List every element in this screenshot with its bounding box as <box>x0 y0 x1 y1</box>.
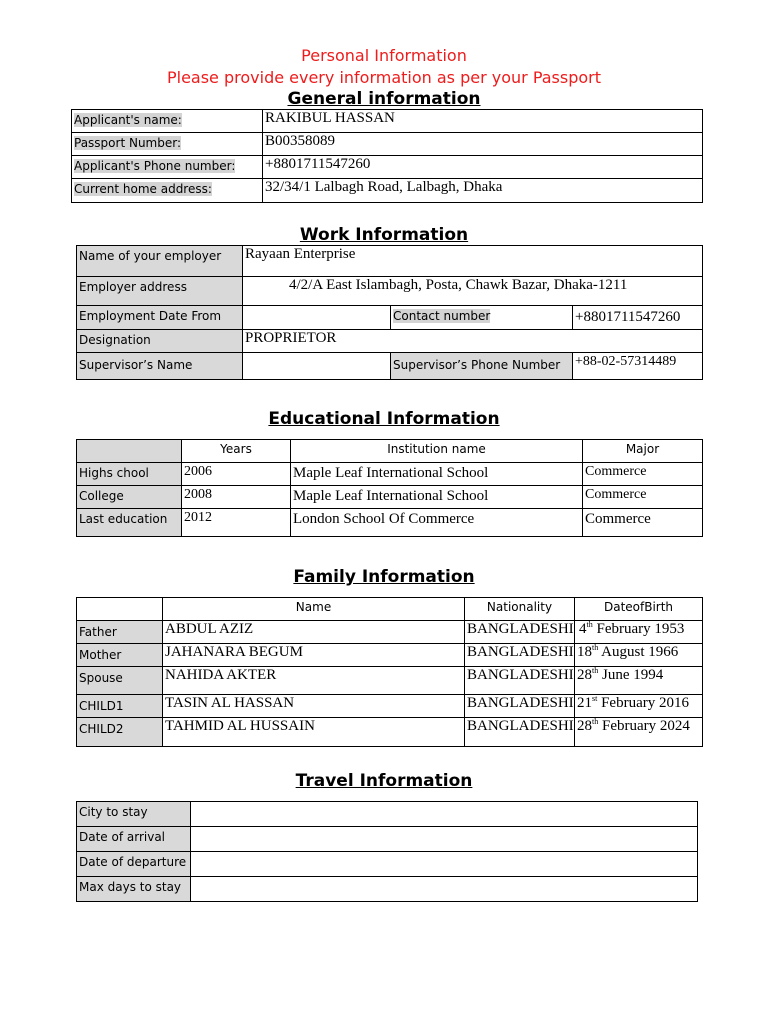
family-nationality[interactable]: BANGLADESHI <box>465 695 575 718</box>
education-header-major: Major <box>583 440 703 463</box>
education-major[interactable]: Commerce <box>583 509 703 537</box>
employer-address-label: Employer address <box>77 277 243 306</box>
education-level: College <box>77 486 182 509</box>
general-label: Current home address: <box>72 179 263 203</box>
family-row <box>77 644 703 667</box>
family-name[interactable]: TASIN AL HASSAN <box>163 695 465 718</box>
education-table <box>76 439 703 537</box>
general-label: Applicant's name: <box>72 110 263 133</box>
general-row <box>72 110 703 133</box>
family-row <box>77 695 703 718</box>
family-dob[interactable]: 18th August 1966 <box>575 644 703 667</box>
family-header-dob: DateofBirth <box>575 598 703 621</box>
education-header-empty <box>77 440 182 463</box>
travel-label: Date of departure <box>77 852 191 877</box>
general-row <box>72 133 703 156</box>
designation-value[interactable]: PROPRIETOR <box>243 330 703 353</box>
education-row <box>77 509 703 537</box>
employment-date-value[interactable] <box>243 306 391 330</box>
family-header-empty <box>77 598 163 621</box>
family-relation: Spouse <box>77 667 163 695</box>
education-year[interactable]: 2008 <box>182 486 291 509</box>
work-table <box>76 245 703 380</box>
family-row <box>77 667 703 695</box>
travel-row <box>77 877 698 902</box>
general-row <box>72 156 703 179</box>
family-relation: CHILD2 <box>77 718 163 747</box>
family-dob[interactable]: 28th June 1994 <box>575 667 703 695</box>
travel-row <box>77 852 698 877</box>
designation-label: Designation <box>77 330 243 353</box>
header-line-1: Personal Information <box>301 46 467 65</box>
general-value[interactable]: 32/34/1 Lalbagh Road, Lalbagh, Dhaka <box>263 179 703 203</box>
education-year[interactable]: 2012 <box>182 509 291 537</box>
general-title: General information <box>287 89 481 109</box>
general-value[interactable]: B00358089 <box>263 133 703 156</box>
family-dob[interactable]: 28th February 2024 <box>575 718 703 747</box>
education-title: Educational Information <box>268 409 500 429</box>
education-level: Last education <box>77 509 182 537</box>
family-relation: CHILD1 <box>77 695 163 718</box>
family-name[interactable]: TAHMID AL HUSSAIN <box>163 718 465 747</box>
education-row <box>77 486 703 509</box>
education-header-years: Years <box>182 440 291 463</box>
family-nationality[interactable]: BANGLADESHI <box>465 621 575 644</box>
travel-row <box>77 802 698 827</box>
family-name[interactable]: ABDUL AZIZ <box>163 621 465 644</box>
family-dob[interactable]: 21st February 2016 <box>575 695 703 718</box>
family-nationality[interactable]: BANGLADESHI <box>465 644 575 667</box>
employer-address-value[interactable]: 4/2/A East Islambagh, Posta, Chawk Bazar, Dhaka-1211 <box>243 277 703 306</box>
family-name[interactable]: NAHIDA AKTER <box>163 667 465 695</box>
education-major[interactable]: Commerce <box>583 463 703 486</box>
travel-label: Max days to stay <box>77 877 191 902</box>
contact-number-value[interactable]: +8801711547260 <box>573 306 703 330</box>
general-label: Applicant's Phone number: <box>72 156 263 179</box>
family-row <box>77 718 703 747</box>
supervisor-phone-label: Supervisor’s Phone Number <box>391 353 573 380</box>
travel-table <box>76 801 698 902</box>
family-nationality[interactable]: BANGLADESHI <box>465 718 575 747</box>
education-level: Highs chool <box>77 463 182 486</box>
education-institution[interactable]: Maple Leaf International School <box>291 463 583 486</box>
header-line-2: Please provide every information as per your Passport <box>166 68 602 87</box>
travel-label: Date of arrival <box>77 827 191 852</box>
family-header-name: Name <box>163 598 465 621</box>
work-title: Work Information <box>299 225 469 245</box>
education-header-institution: Institution name <box>291 440 583 463</box>
travel-row <box>77 827 698 852</box>
contact-number-label: Contact number <box>391 306 573 330</box>
education-year[interactable]: 2006 <box>182 463 291 486</box>
travel-value[interactable] <box>191 852 698 877</box>
family-row <box>77 621 703 644</box>
family-table <box>76 597 703 747</box>
family-name[interactable]: JAHANARA BEGUM <box>163 644 465 667</box>
family-dob[interactable]: 4th February 1953 <box>575 621 703 644</box>
travel-value[interactable] <box>191 802 698 827</box>
travel-title: Travel Information <box>295 771 473 791</box>
education-row <box>77 463 703 486</box>
travel-value[interactable] <box>191 877 698 902</box>
travel-value[interactable] <box>191 827 698 852</box>
supervisor-name-label: Supervisor’s Name <box>77 353 243 380</box>
family-nationality[interactable]: BANGLADESHI <box>465 667 575 695</box>
employer-label: Name of your employer <box>77 246 243 277</box>
general-value[interactable]: RAKIBUL HASSAN <box>263 110 703 133</box>
travel-label: City to stay <box>77 802 191 827</box>
education-institution[interactable]: Maple Leaf International School <box>291 486 583 509</box>
family-title: Family Information <box>293 567 475 587</box>
education-institution[interactable]: London School Of Commerce <box>291 509 583 537</box>
employment-date-label: Employment Date From <box>77 306 243 330</box>
general-label: Passport Number: <box>72 133 263 156</box>
employer-value[interactable]: Rayaan Enterprise <box>243 246 703 277</box>
family-relation: Mother <box>77 644 163 667</box>
general-value[interactable]: +8801711547260 <box>263 156 703 179</box>
education-major[interactable]: Commerce <box>583 486 703 509</box>
general-table <box>71 109 703 203</box>
general-row <box>72 179 703 203</box>
family-header-nationality: Nationality <box>465 598 575 621</box>
supervisor-name-value[interactable] <box>243 353 391 380</box>
family-relation: Father <box>77 621 163 644</box>
supervisor-phone-value[interactable]: +88-02-57314489 <box>573 353 703 380</box>
